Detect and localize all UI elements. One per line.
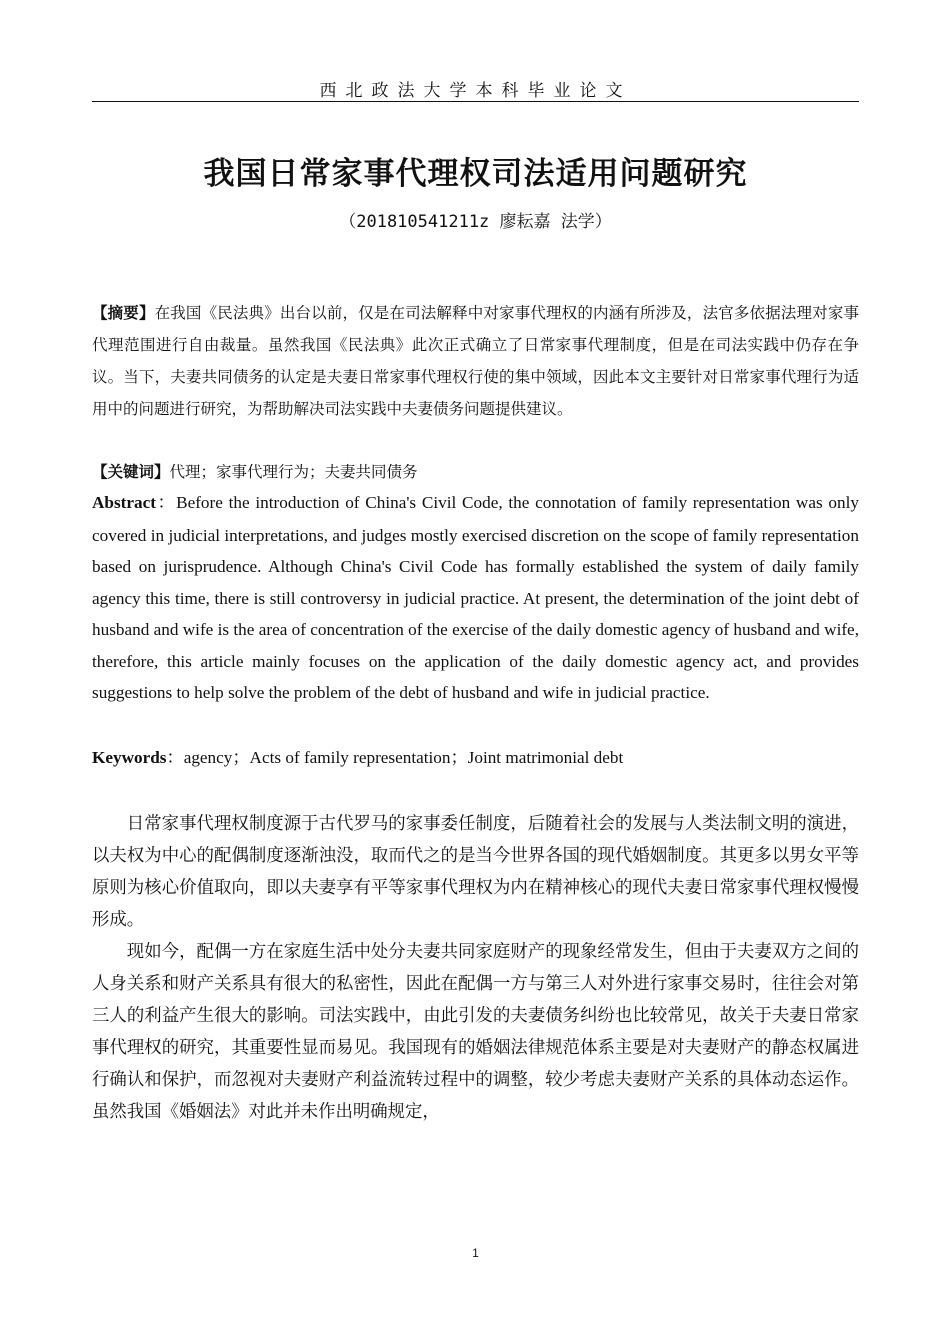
running-header: 西北政法大学本科毕业论文 <box>319 81 632 101</box>
body-paragraph-2: 现如今，配偶一方在家庭生活中处分夫妻共同家庭财产的现象经常发生，但由于夫妻双方之间的人身关系和财产关系具有很大的私密性，因此在配偶一方与第三人对外进行家事交易时，往往会对第三人的利益产生很大的影响。司法实践中，由此引发的夫妻债务纠纷也比较常见，故关于夫妻日常家事代理权的研究，其重要性显而易见。我国现有的婚姻法律规范体系主要是对夫妻财产的静态权属进行确认和保护，而忽视对夫妻财产利益流转过程中的调整，较少考虑夫妻财产关系的具体动态运作。虽然我国《婚姻法》对此并未作出明确规定， <box>92 942 859 1122</box>
page-number: 1 <box>472 1246 479 1260</box>
abstract-cn <box>92 297 859 425</box>
body-paragraph-1: 日常家事代理权制度源于古代罗马的家事委任制度，后随着社会的发展与人类法制文明的演进，以夫权为中心的配偶制度逐渐浊没，取而代之的是当今世界各国的现代婚姻制度。其更多以男女平等原则为核心价值取向，即以夫妻享有平等家事代理权为内在精神核心的现代夫妻日常家事代理权慢慢形成。 <box>92 814 859 930</box>
keywords-en-separator: ： <box>166 748 184 768</box>
keywords-en <box>92 742 859 775</box>
keywords-cn-label: 【关键词】 <box>92 463 170 481</box>
abstract-en-text: Before the introduction of China's Civil Code, the connotation of family representation was only covered in judicial interpretations, and judges mostly exercised discretion on the scope of family representation based on jurisprudence. Although China's Civil Code has formally established the system of daily family agency this time, there is still controversy in judicial practice. At present, the determination of the joint debt of husband and wife is the area of concentration of the exercise of the daily domestic agency of husband and wife, therefore, this article mainly focuses on the application of the daily domestic agency act, and provides suggestions to help solve the problem of the debt of husband and wife in judicial practice. <box>92 493 859 702</box>
keywords-cn-text: 代理；家事代理行为；夫妻共同债务 <box>169 463 418 481</box>
keywords-en-text: agency；Acts of family representation；Joint matrimonial debt <box>183 748 624 767</box>
author-line: （201810541211z 廖耘嘉 法学） <box>339 212 612 232</box>
abstract-en-separator: ： <box>155 493 177 513</box>
header-rule <box>92 101 859 102</box>
paper-title: 我国日常家事代理权司法适用问题研究 <box>203 156 748 192</box>
abstract-cn-label: 【摘要】 <box>92 304 155 322</box>
keywords-cn <box>92 456 859 488</box>
abstract-en-label: Abstract <box>92 493 156 512</box>
abstract-cn-text: 在我国《民法典》出台以前，仅是在司法解释中对家事代理权的内涵有所涉及，法官多依据法理对家事代理范围进行自由裁量。虽然我国《民法典》此次正式确立了日常家事代理制度，但是在司法实践中仍存在争议。当下，夫妻共同债务的认定是夫妻日常家事代理权行使的集中领域，因此本文主要针对日常家事代理行为适用中的问题进行研究，为帮助解决司法实践中夫妻债务问题提供建议。 <box>92 304 859 418</box>
keywords-en-label: Keywords <box>92 748 167 767</box>
abstract-en <box>92 487 859 709</box>
